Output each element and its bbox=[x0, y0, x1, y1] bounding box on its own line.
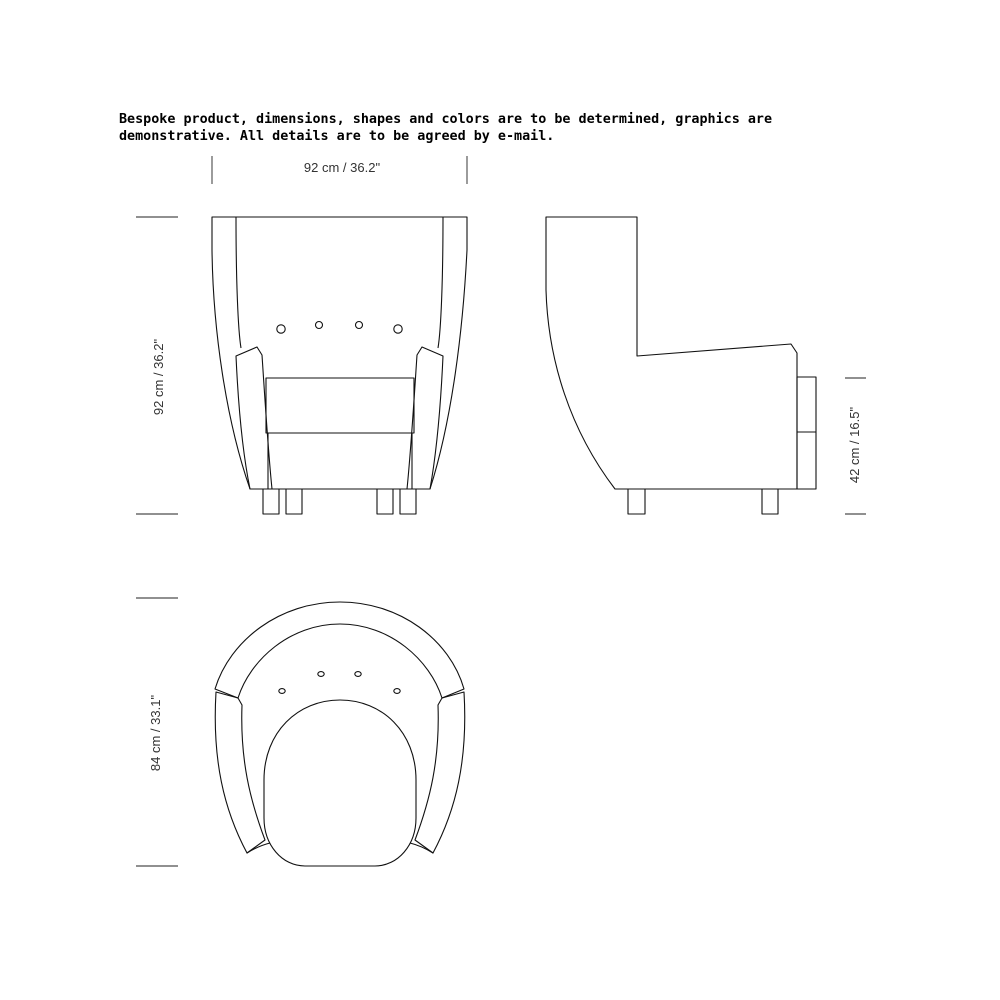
side-leg-front bbox=[628, 489, 645, 514]
front-button-3 bbox=[356, 322, 363, 329]
front-leg-2 bbox=[286, 489, 302, 514]
height-dimension bbox=[136, 217, 178, 514]
front-leg-4 bbox=[400, 489, 416, 514]
width-dimension bbox=[212, 156, 467, 184]
front-leg-3 bbox=[377, 489, 393, 514]
side-leg-back bbox=[762, 489, 778, 514]
front-inner-edge-left bbox=[236, 217, 241, 348]
front-button-2 bbox=[316, 322, 323, 329]
seat-height-label: 42 cm / 16.5" bbox=[847, 406, 862, 484]
depth-label: 84 cm / 33.1" bbox=[148, 694, 163, 772]
top-button-4 bbox=[394, 689, 400, 694]
front-button-1 bbox=[277, 325, 285, 333]
front-inner-edge-right bbox=[438, 217, 443, 348]
top-button-2 bbox=[318, 672, 324, 677]
side-seat-base bbox=[797, 432, 816, 489]
side-view bbox=[546, 217, 816, 514]
top-back-rail bbox=[215, 602, 464, 698]
side-seat-cushion bbox=[797, 377, 816, 432]
front-view bbox=[212, 217, 467, 514]
top-seat-cushion bbox=[264, 700, 416, 866]
depth-dimension bbox=[136, 598, 178, 866]
seat-height-dimension bbox=[845, 378, 866, 514]
top-button-3 bbox=[355, 672, 361, 677]
top-button-1 bbox=[279, 689, 285, 694]
width-label: 92 cm / 36.2" bbox=[303, 160, 381, 175]
front-armrest-left bbox=[236, 347, 272, 489]
front-button-4 bbox=[394, 325, 402, 333]
disclaimer-note: Bespoke product, dimensions, shapes and colors are to be determined, graphics are demonstrative. All details are to be agreed by e-mail. bbox=[119, 112, 773, 144]
top-arm-left bbox=[215, 692, 265, 853]
front-seat-cushion bbox=[266, 378, 414, 433]
height-label: 92 cm / 36.2" bbox=[151, 338, 166, 416]
front-shell-outline bbox=[212, 217, 467, 489]
front-leg-1 bbox=[263, 489, 279, 514]
side-body-outline bbox=[546, 217, 797, 489]
top-arm-right bbox=[415, 692, 465, 853]
top-view bbox=[215, 602, 465, 866]
